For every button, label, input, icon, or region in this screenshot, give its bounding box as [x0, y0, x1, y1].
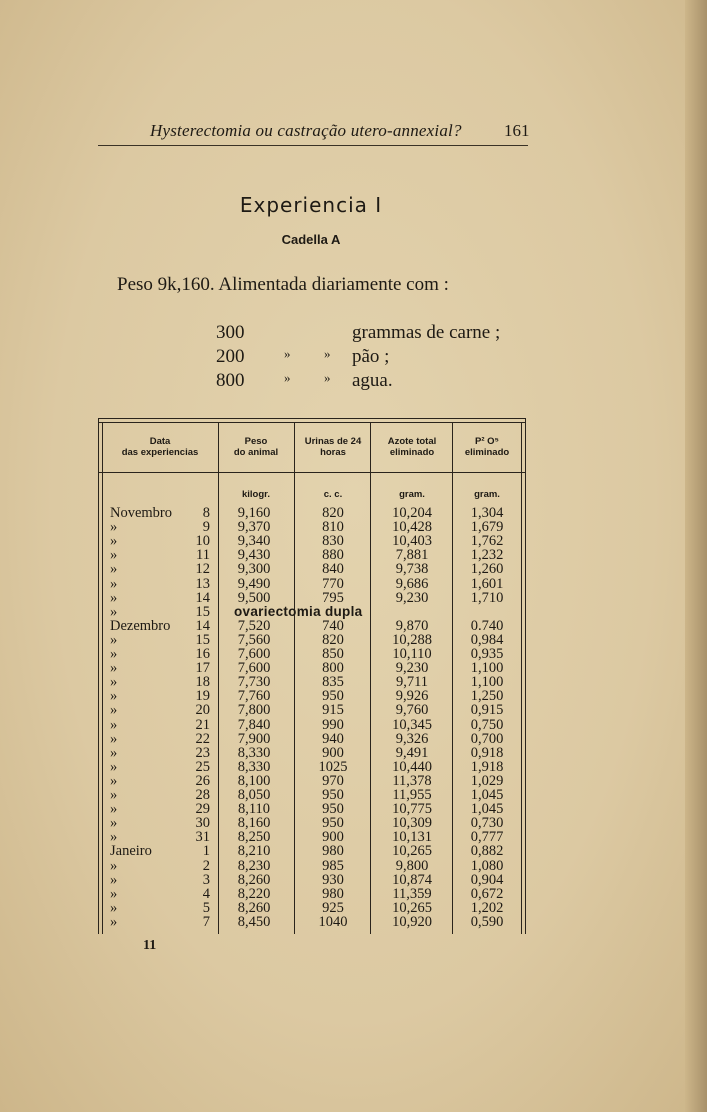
cell-p2o5: 0,984 [470, 631, 504, 648]
cell-urine: 950 [322, 801, 344, 818]
cell-urine: 830 [322, 533, 344, 550]
table-row [98, 802, 526, 816]
cell-weight: 9,300 [237, 561, 271, 578]
cell-nitrogen: 10,345 [392, 716, 432, 733]
cell-month: Novembro [110, 505, 173, 521]
cell-day: 2 [202, 857, 210, 874]
diet-food: agua. [352, 370, 393, 391]
diet-food: pão ; [352, 346, 390, 367]
cell-nitrogen: 9,760 [395, 702, 429, 719]
cell-nitrogen: 10,204 [392, 505, 432, 521]
table-row [98, 647, 526, 661]
cell-weight: 8,050 [237, 787, 271, 803]
unit-urine: c. c. [323, 489, 343, 500]
diet-quantity: 800 [216, 370, 245, 391]
table-row [98, 506, 526, 520]
cell-nitrogen: 10,110 [392, 646, 432, 662]
cell-month: » [110, 857, 118, 874]
running-title: Hysterectomia ou castração utero-annexial? [150, 121, 462, 140]
table-row [98, 718, 526, 732]
cell-urine: 950 [322, 688, 344, 705]
cell-month: » [110, 631, 118, 648]
cell-day: 15 [195, 603, 210, 620]
cell-weight: 7,800 [237, 702, 271, 719]
cell-month: » [110, 871, 118, 888]
table-row [98, 661, 526, 675]
cell-p2o5: 1,100 [470, 674, 504, 691]
cell-p2o5: 1,710 [470, 589, 504, 606]
table-row [98, 873, 526, 887]
table-top-rule-inner [98, 422, 526, 423]
cell-day: 4 [202, 885, 210, 902]
header-weight-line1: Peso [244, 436, 268, 447]
table-row [98, 548, 526, 562]
header-rule [98, 145, 528, 146]
data-table [98, 418, 526, 934]
header-p2o5-line1: P² O⁵ [475, 436, 499, 447]
cell-p2o5: 1,679 [470, 519, 504, 536]
cell-p2o5: 1,250 [470, 688, 504, 705]
cell-weight: 7,560 [237, 631, 271, 648]
header-urine-line1: Urinas de 24 [304, 436, 362, 447]
cell-nitrogen: 10,428 [392, 519, 432, 536]
cell-month: » [110, 688, 118, 705]
table-row [98, 788, 526, 802]
cell-urine: 770 [322, 575, 344, 592]
cell-urine: 900 [322, 744, 344, 761]
diet-ditto-1: » [284, 370, 291, 385]
cell-day: 8 [202, 505, 210, 521]
cell-nitrogen: 11,955 [392, 787, 432, 803]
cell-month: » [110, 801, 118, 818]
table-row [98, 591, 526, 605]
cell-p2o5: 1,202 [470, 899, 504, 916]
cell-day: 12 [195, 561, 210, 578]
cell-p2o5: 0.740 [470, 617, 504, 634]
cell-weight: 7,600 [237, 646, 271, 662]
experiment-subject: Cadella A [281, 232, 341, 247]
cell-urine: 880 [322, 547, 344, 564]
cell-nitrogen: 9,491 [395, 744, 429, 761]
cell-month: » [110, 758, 118, 775]
cell-day: 26 [195, 772, 210, 789]
cell-month: » [110, 589, 118, 606]
cell-weight: 7,900 [237, 730, 271, 747]
cell-month: » [110, 787, 118, 803]
cell-urine: 985 [322, 857, 344, 874]
cell-urine: 740 [322, 617, 344, 634]
cell-nitrogen: 10,309 [392, 815, 432, 832]
cell-weight: 8,260 [237, 871, 271, 888]
table-row [98, 915, 526, 929]
cell-p2o5: 0,882 [470, 843, 504, 860]
table-row [98, 887, 526, 901]
cell-p2o5: 0,750 [470, 716, 504, 733]
table-row [98, 577, 526, 591]
table-row [98, 901, 526, 915]
cell-month: » [110, 575, 118, 592]
experiment-title: Experiencia I [239, 193, 383, 217]
cell-p2o5: 0,730 [470, 815, 504, 832]
cell-weight: 8,110 [237, 801, 271, 818]
header-date-line2: das experiencias [121, 447, 199, 458]
diet-ditto-2: » [324, 370, 331, 385]
table-row [98, 830, 526, 844]
diet-food: grammas de carne ; [352, 322, 501, 343]
weight-line-text: Peso 9k,160. Alimentada diariamente com : [117, 274, 449, 295]
cell-p2o5: 0,918 [470, 744, 504, 761]
cell-urine: 930 [322, 871, 344, 888]
page-gutter-shadow [685, 0, 707, 1112]
header-date [104, 436, 216, 458]
cell-p2o5: 1,100 [470, 660, 504, 677]
table-row [98, 534, 526, 548]
header-urine [296, 436, 370, 458]
cell-p2o5: 1,918 [470, 758, 504, 775]
diet-quantity: 300 [216, 322, 245, 343]
header-p2o5-line2: eliminado [464, 447, 510, 458]
cell-day: 7 [202, 913, 210, 930]
cell-month: » [110, 519, 118, 536]
cell-urine: 980 [322, 843, 344, 860]
header-weight-line2: do animal [233, 447, 279, 458]
cell-urine: 1025 [318, 758, 348, 775]
cell-urine: 795 [322, 589, 344, 606]
cell-weight: 9,430 [237, 547, 271, 564]
cell-p2o5: 1,080 [470, 857, 504, 874]
cell-day: 18 [195, 674, 210, 691]
cell-day: 5 [202, 899, 210, 916]
signature-mark: 11 [143, 938, 157, 953]
cell-month: » [110, 674, 118, 691]
cell-weight: 7,730 [237, 674, 271, 691]
table-row [98, 703, 526, 717]
cell-p2o5: 1,045 [470, 787, 504, 803]
table-header-rule [98, 472, 526, 473]
table-row [98, 774, 526, 788]
cell-nitrogen: 11,359 [392, 885, 432, 902]
cell-nitrogen: 10,131 [392, 829, 432, 846]
cell-nitrogen: 9,326 [395, 730, 429, 747]
cell-weight: 8,100 [237, 772, 271, 789]
header-date-line1: Data [149, 436, 171, 447]
cell-urine: 915 [322, 702, 344, 719]
cell-day: 25 [195, 758, 210, 775]
cell-nitrogen: 9,711 [395, 674, 429, 691]
cell-day: 14 [195, 617, 210, 634]
cell-month: » [110, 829, 118, 846]
table-row [98, 633, 526, 647]
cell-p2o5: 1,029 [470, 772, 504, 789]
cell-day: 9 [202, 519, 210, 536]
cell-month: » [110, 730, 118, 747]
cell-nitrogen: 9,800 [395, 857, 429, 874]
cell-day: 23 [195, 744, 210, 761]
cell-day: 1 [202, 843, 210, 860]
cell-urine: 820 [322, 631, 344, 648]
cell-p2o5: 0,672 [470, 885, 504, 902]
cell-month: » [110, 772, 118, 789]
table-row [98, 844, 526, 858]
cell-note: ovariectomia dupla [234, 603, 363, 619]
cell-urine: 940 [322, 730, 344, 747]
cell-urine: 980 [322, 885, 344, 902]
header-p2o5 [454, 436, 520, 458]
cell-p2o5: 1,232 [470, 547, 504, 564]
cell-month: Janeiro [110, 843, 152, 860]
table-row [98, 562, 526, 576]
cell-weight: 9,490 [237, 575, 271, 592]
unit-nitrogen: gram. [399, 489, 425, 500]
cell-day: 28 [195, 787, 210, 803]
cell-day: 3 [202, 871, 210, 888]
cell-weight: 7,600 [237, 660, 271, 677]
cell-p2o5: 0,777 [470, 829, 504, 846]
cell-nitrogen: 10,920 [392, 913, 432, 930]
cell-day: 17 [195, 660, 210, 677]
cell-urine: 950 [322, 787, 344, 803]
cell-urine: 950 [322, 815, 344, 832]
cell-month: » [110, 899, 118, 916]
cell-month: » [110, 744, 118, 761]
table-row [98, 732, 526, 746]
cell-weight: 7,520 [237, 617, 271, 634]
cell-day: 16 [195, 646, 210, 662]
cell-p2o5: 0,590 [470, 913, 504, 930]
cell-nitrogen: 11,378 [392, 772, 432, 789]
diet-ditto-1: » [284, 346, 291, 361]
cell-weight: 8,210 [237, 843, 271, 860]
cell-weight: 9,370 [237, 519, 271, 536]
cell-day: 30 [195, 815, 210, 832]
cell-nitrogen: 10,288 [392, 631, 432, 648]
cell-weight: 9,500 [237, 589, 271, 606]
header-weight [220, 436, 292, 458]
cell-nitrogen: 10,265 [392, 899, 432, 916]
cell-month: » [110, 603, 118, 620]
cell-urine: 925 [322, 899, 344, 916]
table-top-rule [98, 418, 526, 419]
header-urine-line2: horas [320, 447, 346, 458]
cell-month: » [110, 702, 118, 719]
table-row [98, 520, 526, 534]
cell-day: 14 [195, 589, 210, 606]
cell-month: » [110, 646, 118, 662]
cell-day: 11 [196, 547, 210, 564]
cell-weight: 8,330 [237, 744, 271, 761]
cell-nitrogen: 9,230 [395, 660, 429, 677]
cell-day: 22 [195, 730, 210, 747]
cell-p2o5: 1,045 [470, 801, 504, 818]
table-row [98, 619, 526, 633]
header-nitrogen-line2: eliminado [389, 447, 435, 458]
cell-urine: 840 [322, 561, 344, 578]
cell-weight: 7,840 [237, 716, 271, 733]
cell-weight: 9,160 [237, 505, 271, 521]
diet-quantity: 200 [216, 346, 245, 367]
cell-month: » [110, 885, 118, 902]
cell-day: 20 [195, 702, 210, 719]
cell-day: 10 [195, 533, 210, 550]
cell-day: 15 [195, 631, 210, 648]
cell-month: » [110, 913, 118, 930]
cell-p2o5: 0,935 [470, 646, 504, 662]
cell-p2o5: 1,762 [470, 533, 504, 550]
cell-day: 29 [195, 801, 210, 818]
cell-urine: 800 [322, 660, 344, 677]
cell-day: 19 [195, 688, 210, 705]
weight-line [117, 274, 449, 296]
cell-day: 13 [195, 575, 210, 592]
cell-month: » [110, 561, 118, 578]
cell-nitrogen: 9,686 [395, 575, 429, 592]
header-nitrogen-line1: Azote total [387, 436, 437, 447]
cell-weight: 8,450 [237, 913, 271, 930]
cell-urine: 810 [322, 519, 344, 536]
unit-weight: kilogr. [242, 489, 270, 500]
cell-nitrogen: 9,738 [395, 561, 429, 578]
cell-nitrogen: 10,874 [392, 871, 432, 888]
cell-p2o5: 1,601 [470, 575, 504, 592]
cell-p2o5: 0,904 [470, 871, 504, 888]
cell-urine: 970 [322, 772, 344, 789]
diet-ditto-2: » [324, 346, 331, 361]
cell-month: » [110, 660, 118, 677]
table-row [98, 816, 526, 830]
cell-urine: 850 [322, 646, 344, 662]
cell-weight: 9,340 [237, 533, 271, 550]
cell-nitrogen: 9,230 [395, 589, 429, 606]
cell-month: » [110, 716, 118, 733]
cell-month: » [110, 547, 118, 564]
cell-month: » [110, 815, 118, 832]
cell-nitrogen: 7,881 [395, 547, 429, 564]
cell-month: » [110, 533, 118, 550]
table-row [98, 859, 526, 873]
cell-p2o5: 1,304 [470, 505, 504, 521]
cell-weight: 8,220 [237, 885, 271, 902]
cell-urine: 835 [322, 674, 344, 691]
table-row [98, 605, 526, 619]
cell-weight: 8,230 [237, 857, 271, 874]
cell-weight: 8,250 [237, 829, 271, 846]
cell-urine: 820 [322, 505, 344, 521]
cell-urine: 990 [322, 716, 344, 733]
table-row [98, 689, 526, 703]
cell-p2o5: 0,915 [470, 702, 504, 719]
header-nitrogen [372, 436, 452, 458]
cell-p2o5: 1,260 [470, 561, 504, 578]
cell-nitrogen: 9,926 [395, 688, 429, 705]
cell-weight: 7,760 [237, 688, 271, 705]
cell-weight: 8,330 [237, 758, 271, 775]
table-row [98, 746, 526, 760]
cell-weight: 8,160 [237, 815, 271, 832]
cell-urine: 1040 [318, 913, 348, 930]
cell-month: Dezembro [110, 617, 171, 634]
cell-day: 21 [195, 716, 210, 733]
page-number: 161 [504, 121, 530, 140]
table-row [98, 675, 526, 689]
cell-weight: 8,260 [237, 899, 271, 916]
table-row [98, 760, 526, 774]
cell-nitrogen: 10,440 [392, 758, 432, 775]
cell-urine: 900 [322, 829, 344, 846]
cell-nitrogen: 9,870 [395, 617, 429, 634]
cell-nitrogen: 10,775 [392, 801, 432, 818]
cell-nitrogen: 10,265 [392, 843, 432, 860]
cell-p2o5: 0,700 [470, 730, 504, 747]
cell-nitrogen: 10,403 [392, 533, 432, 550]
unit-p2o5: gram. [474, 489, 500, 500]
cell-day: 31 [195, 829, 210, 846]
